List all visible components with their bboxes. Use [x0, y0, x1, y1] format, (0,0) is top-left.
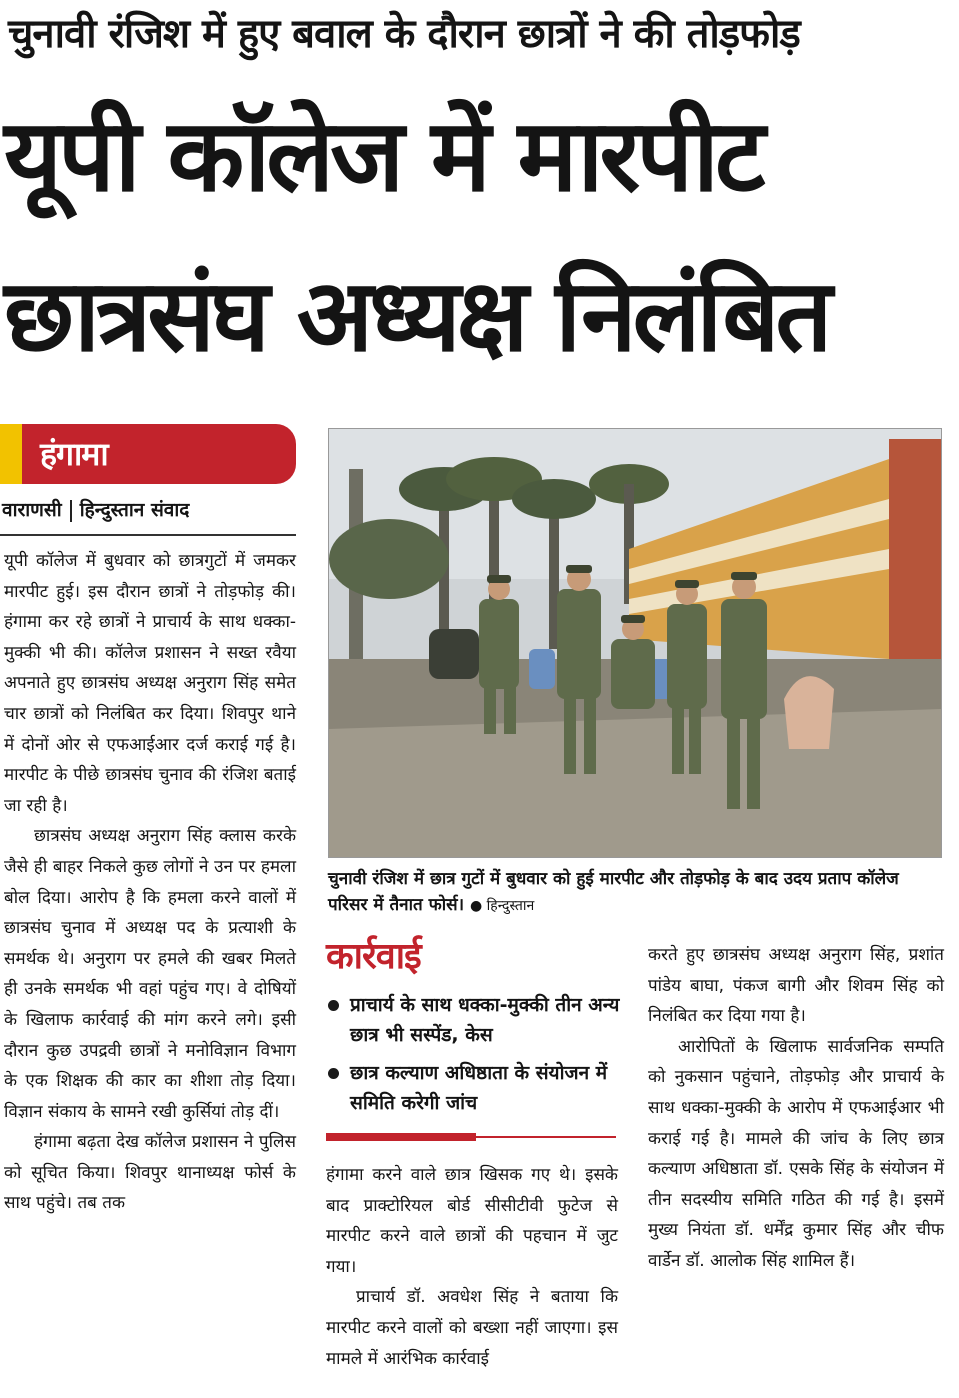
tag-stripe — [0, 424, 22, 484]
photo-credit: ● हिन्दुस्तान — [469, 898, 535, 914]
byline-place: वाराणसी — [2, 499, 62, 521]
headline-line-2: छात्रसंघ अध्यक्ष निलंबित — [4, 257, 829, 374]
byline-source: हिन्दुस्तान संवाद — [79, 499, 190, 521]
paragraph: आरोपितों के खिलाफ सार्वजनिक सम्पति को नुकसान पहुंचाने, तोड़फोड़ और प्राचार्य के साथ धक्का-मुक्की के आरोप में एफआईआर भी कराई गई है। मामले की जांच के लिए छात्र कल्याण अधिष्ठाता डॉ. एसके सिंह के संयोजन में तीन सदस्यीय समिति गठित की गई है। इसमें मुख्य नियंता डॉ. धर्मेंद्र कुमार सिंह और चीफ वार्डेन डॉ. आलोक सिंह शामिल हैं। — [648, 1036, 944, 1271]
kicker-headline: चुनावी रंजिश में हुए बवाल के दौरान छात्रों ने की तोड़फोड़ — [8, 11, 800, 57]
list-item: छात्र कल्याण अधिष्ठाता के संयोजन में समिति करेगी जांच — [326, 1058, 626, 1118]
list-item: प्राचार्य के साथ धक्का-मुक्की तीन अन्य छात्र भी सस्पेंड, केस — [326, 990, 626, 1050]
article-column-1 — [4, 546, 296, 1219]
section-tag — [0, 424, 296, 484]
byline-divider — [70, 500, 72, 522]
article-column-3 — [648, 940, 944, 1277]
paragraph: यूपी कॉलेज में बुधवार को छात्रगुटों में जमकर मारपीट हुई। इस दौरान छात्रों ने तोड़फोड़ की। हंगामा कर रहे छात्रों ने प्राचार्य के साथ धक्का-मुक्की भी की। कॉलेज प्रशासन ने सख्त रवैया अपनाते हुए छात्रसंघ अध्यक्ष अनुराग सिंह समेत चार छात्रों को निलंबित कर दिया। शिवपुर थाने में दोनों ओर से एफआईआर दर्ज कराई गई है। मारपीट के पीछे छात्रसंघ चुनाव की रंजिश बताई जा रही है। — [4, 551, 296, 816]
byline — [2, 496, 296, 524]
paragraph: प्राचार्य डॉ. अवधेश सिंह ने बताया कि मारपीट करने वालों को बख्शा नहीं जाएगा। इस मामले में आरंभिक कार्रवाई — [326, 1287, 618, 1369]
paragraph: छात्रसंघ अध्यक्ष अनुराग सिंह क्लास करके जैसे ही बाहर निकले कुछ लोगों ने उन पर हमला बोल दिया। आरोप है कि हमला करने वालों में छात्रसंघ चुनाव में अध्यक्ष पद के प्रत्याशी के समर्थक थे। अनुराग पर हमले की खबर मिलते ही उनके समर्थक भी वहां पहुंच गए। वे दोषियों के खिलाफ कार्रवाई की मांग करने लगे। इसी दौरान कुछ उपद्रवी छात्रों ने मनोविज्ञान विभाग के एक शिक्षक की कार का शीशा तोड़ दिया। विज्ञान संकाय के सामने रखी कुर्सियां तोड़ दीं। — [4, 826, 296, 1122]
byline-rule — [0, 534, 296, 536]
divider-line — [476, 1136, 616, 1138]
photo-illustration — [329, 429, 941, 857]
divider-bar — [326, 1133, 476, 1141]
paragraph: करते हुए छात्रसंघ अध्यक्ष अनुराग सिंह, प्रशांत पांडेय बाघा, पंकज बागी और शिवम सिंह को निलंबित कर दिया गया है। — [648, 945, 944, 1027]
caption-text: चुनावी रंजिश में छात्र गुटों में बुधवार को हुई मारपीट और तोड़फोड़ के बाद उदय प्रताप कॉलेज परिसर में तैनात फोर्स। — [328, 869, 899, 915]
news-photo — [328, 428, 942, 858]
section-tag-label: हंगामा — [40, 435, 108, 473]
paragraph: हंगामा करने वाले छात्र खिसक गए थे। इसके बाद प्राक्टोरियल बोर्ड सीसीटीवी फुटेज से मारपीट करने वाले छात्रों की पहचान में जुट गया। — [326, 1165, 618, 1277]
photo-caption — [328, 866, 940, 919]
headline-line-1: यूपी कॉलेज में मारपीट — [4, 97, 762, 214]
action-points — [326, 990, 626, 1126]
article-column-2 — [326, 1160, 618, 1374]
action-box-title: कार्रवाई — [326, 936, 421, 977]
paragraph: हंगामा बढ़ता देख कॉलेज प्रशासन ने पुलिस को सूचित किया। शिवपुर थानाध्यक्ष फोर्स के साथ पहुंचे। तब तक — [4, 1132, 296, 1214]
